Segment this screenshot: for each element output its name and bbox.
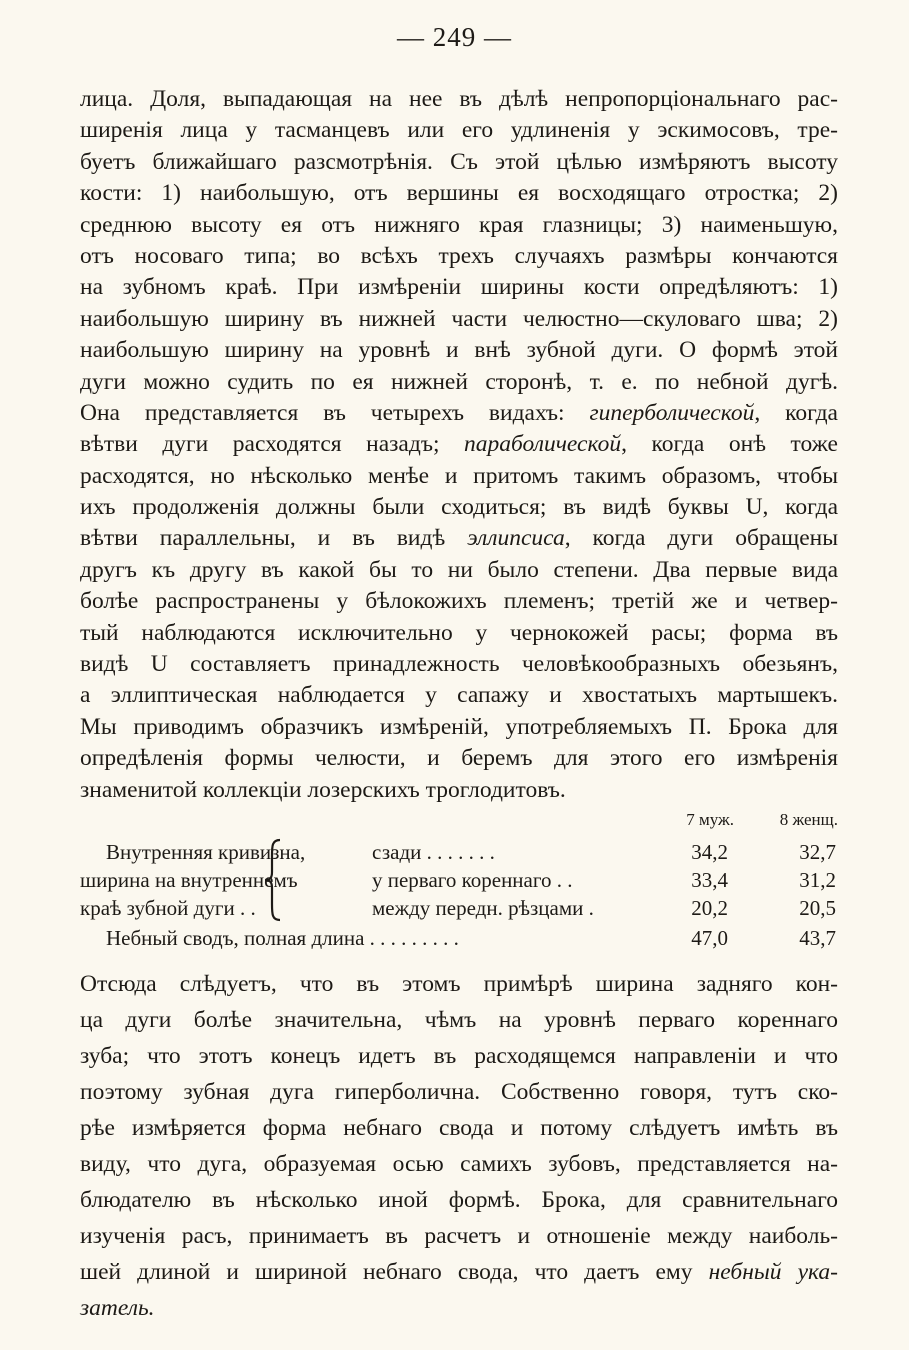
table-row <box>80 926 838 956</box>
text-line: а эллиптическая наблюдается у сапажу и хвостатыхъ мартышекъ. <box>80 682 838 709</box>
text-line: видѣ U составляетъ принадлежность человѣкообразныхъ обезьянъ, <box>80 651 838 678</box>
value-male: 20,2 <box>691 896 728 920</box>
row-label: краѣ зубной дуги . . <box>80 896 256 920</box>
text-line: буетъ ближайшаго разсмотрѣнія. Съ этой цѣлью измѣряютъ высоту <box>80 148 838 175</box>
row-sublabel: между передн. рѣзцами . <box>372 896 594 920</box>
text-line: блюдателю въ нѣсколько иной формѣ. Брока, для сравнительнаго <box>80 1187 838 1213</box>
text-line: рѣе измѣряется форма небнаго свода и потому слѣдуетъ имѣть въ <box>80 1115 838 1141</box>
text-line: среднюю высоту ея отъ нижняго края глазницы; 3) наименьшую, <box>80 211 838 238</box>
value-female: 20,5 <box>799 896 836 920</box>
text-line: болѣе распространены у бѣлокожихъ племенъ; третій же и четвер- <box>80 588 838 615</box>
text-line: ихъ продолженія должны были сходиться; въ видѣ буквы U, когда <box>80 494 838 521</box>
text-line: виду, что дуга, образуемая осью самихъ зубовъ, представляется на- <box>80 1151 838 1177</box>
row-sublabel: у перваго кореннаго . . <box>372 868 573 892</box>
text-line: поэтому зубная дуга гиперболична. Собственно говоря, тутъ ско- <box>80 1079 838 1105</box>
row-label: Небный сводъ, полная длина . . . . . . . . . <box>106 926 459 950</box>
table-row <box>80 868 838 898</box>
column-header-male: 7 муж. <box>686 810 734 829</box>
text-line: шей длиной и шириной небнаго свода, что даетъ ему небный ука- <box>80 1259 838 1285</box>
column-header-female: 8 женщ. <box>779 810 838 829</box>
value-female: 31,2 <box>799 868 836 892</box>
text-line: лица. Доля, выпадающая на нее въ дѣлѣ непропорціональнаго рас- <box>80 86 838 112</box>
table-header <box>80 810 838 836</box>
text-line: изученія расъ, принимаетъ въ расчетъ и отношеніе между наиболь- <box>80 1223 838 1249</box>
text-line: Мы приводимъ образчикъ измѣреній, употребляемыхъ П. Брока для <box>80 713 838 740</box>
text-line: наибольшую ширину на уровнѣ и внѣ зубной дуги. О формѣ этой <box>80 337 838 364</box>
row-label: Внутренняя кривизна, <box>106 840 306 864</box>
value-male: 47,0 <box>691 926 728 950</box>
text-line: расходятся, но нѣсколько менѣе и притомъ такимъ образомъ, чтобы <box>80 462 838 489</box>
text-line: отъ носоваго типа; во всѣхъ трехъ случаяхъ размѣры кончаются <box>80 242 838 269</box>
text-line: другъ къ другу въ какой бы то ни было степени. Два первые вида <box>80 556 838 583</box>
table-row <box>80 896 838 926</box>
text-line: ца дуги болѣе значительна, чѣмъ на уровнѣ перваго кореннаго <box>80 1007 838 1033</box>
text-line: кости: 1) наибольшую, отъ вершины ея восходящаго отростка; 2) <box>80 180 838 207</box>
curly-brace-icon <box>262 838 284 922</box>
text-line: наибольшую ширину въ нижней части челюстно—скуловаго шва; 2) <box>80 305 838 332</box>
value-male: 33,4 <box>691 868 728 892</box>
text-line: Она представляется въ четырехъ видахъ: гиперболической, когда <box>80 399 838 426</box>
text-line: Отсюда слѣдуетъ, что въ этомъ примѣрѣ ширина задняго кон- <box>80 971 838 997</box>
text-line: опредѣленія формы челюсти, и беремъ для этого его измѣренія <box>80 745 838 772</box>
table-row <box>80 840 838 870</box>
row-sublabel: сзади . . . . . . . <box>372 840 495 864</box>
text-line: вѣтви дуги расходятся назадъ; параболической, когда онѣ тоже <box>80 431 838 458</box>
text-line: затель. <box>80 1295 155 1321</box>
value-female: 32,7 <box>799 840 836 864</box>
text-line: вѣтви параллельны, и въ видѣ эллипсиса, когда дуги обращены <box>80 525 838 552</box>
text-line: дуги можно судить по ея нижней сторонѣ, т. е. по небной дугѣ. <box>80 368 838 395</box>
text-line: на зубномъ краѣ. При измѣреніи ширины кости опредѣляютъ: 1) <box>80 274 838 301</box>
text-line: тый наблюдаются исключительно у чернокожей расы; форма въ <box>80 619 838 646</box>
page-number: — 249 — <box>397 22 512 52</box>
value-male: 34,2 <box>691 840 728 864</box>
text-line: ширенія лица у тасманцевъ или его удлиненія у эскимосовъ, тре- <box>80 117 838 144</box>
text-line: знаменитой коллекціи лозерскихъ троглодитовъ. <box>80 776 566 803</box>
row-label: ширина на внутреннемъ <box>80 868 298 892</box>
value-female: 43,7 <box>799 926 836 950</box>
text-line: зуба; что этотъ конецъ идетъ въ расходящемся направленіи и что <box>80 1043 838 1069</box>
